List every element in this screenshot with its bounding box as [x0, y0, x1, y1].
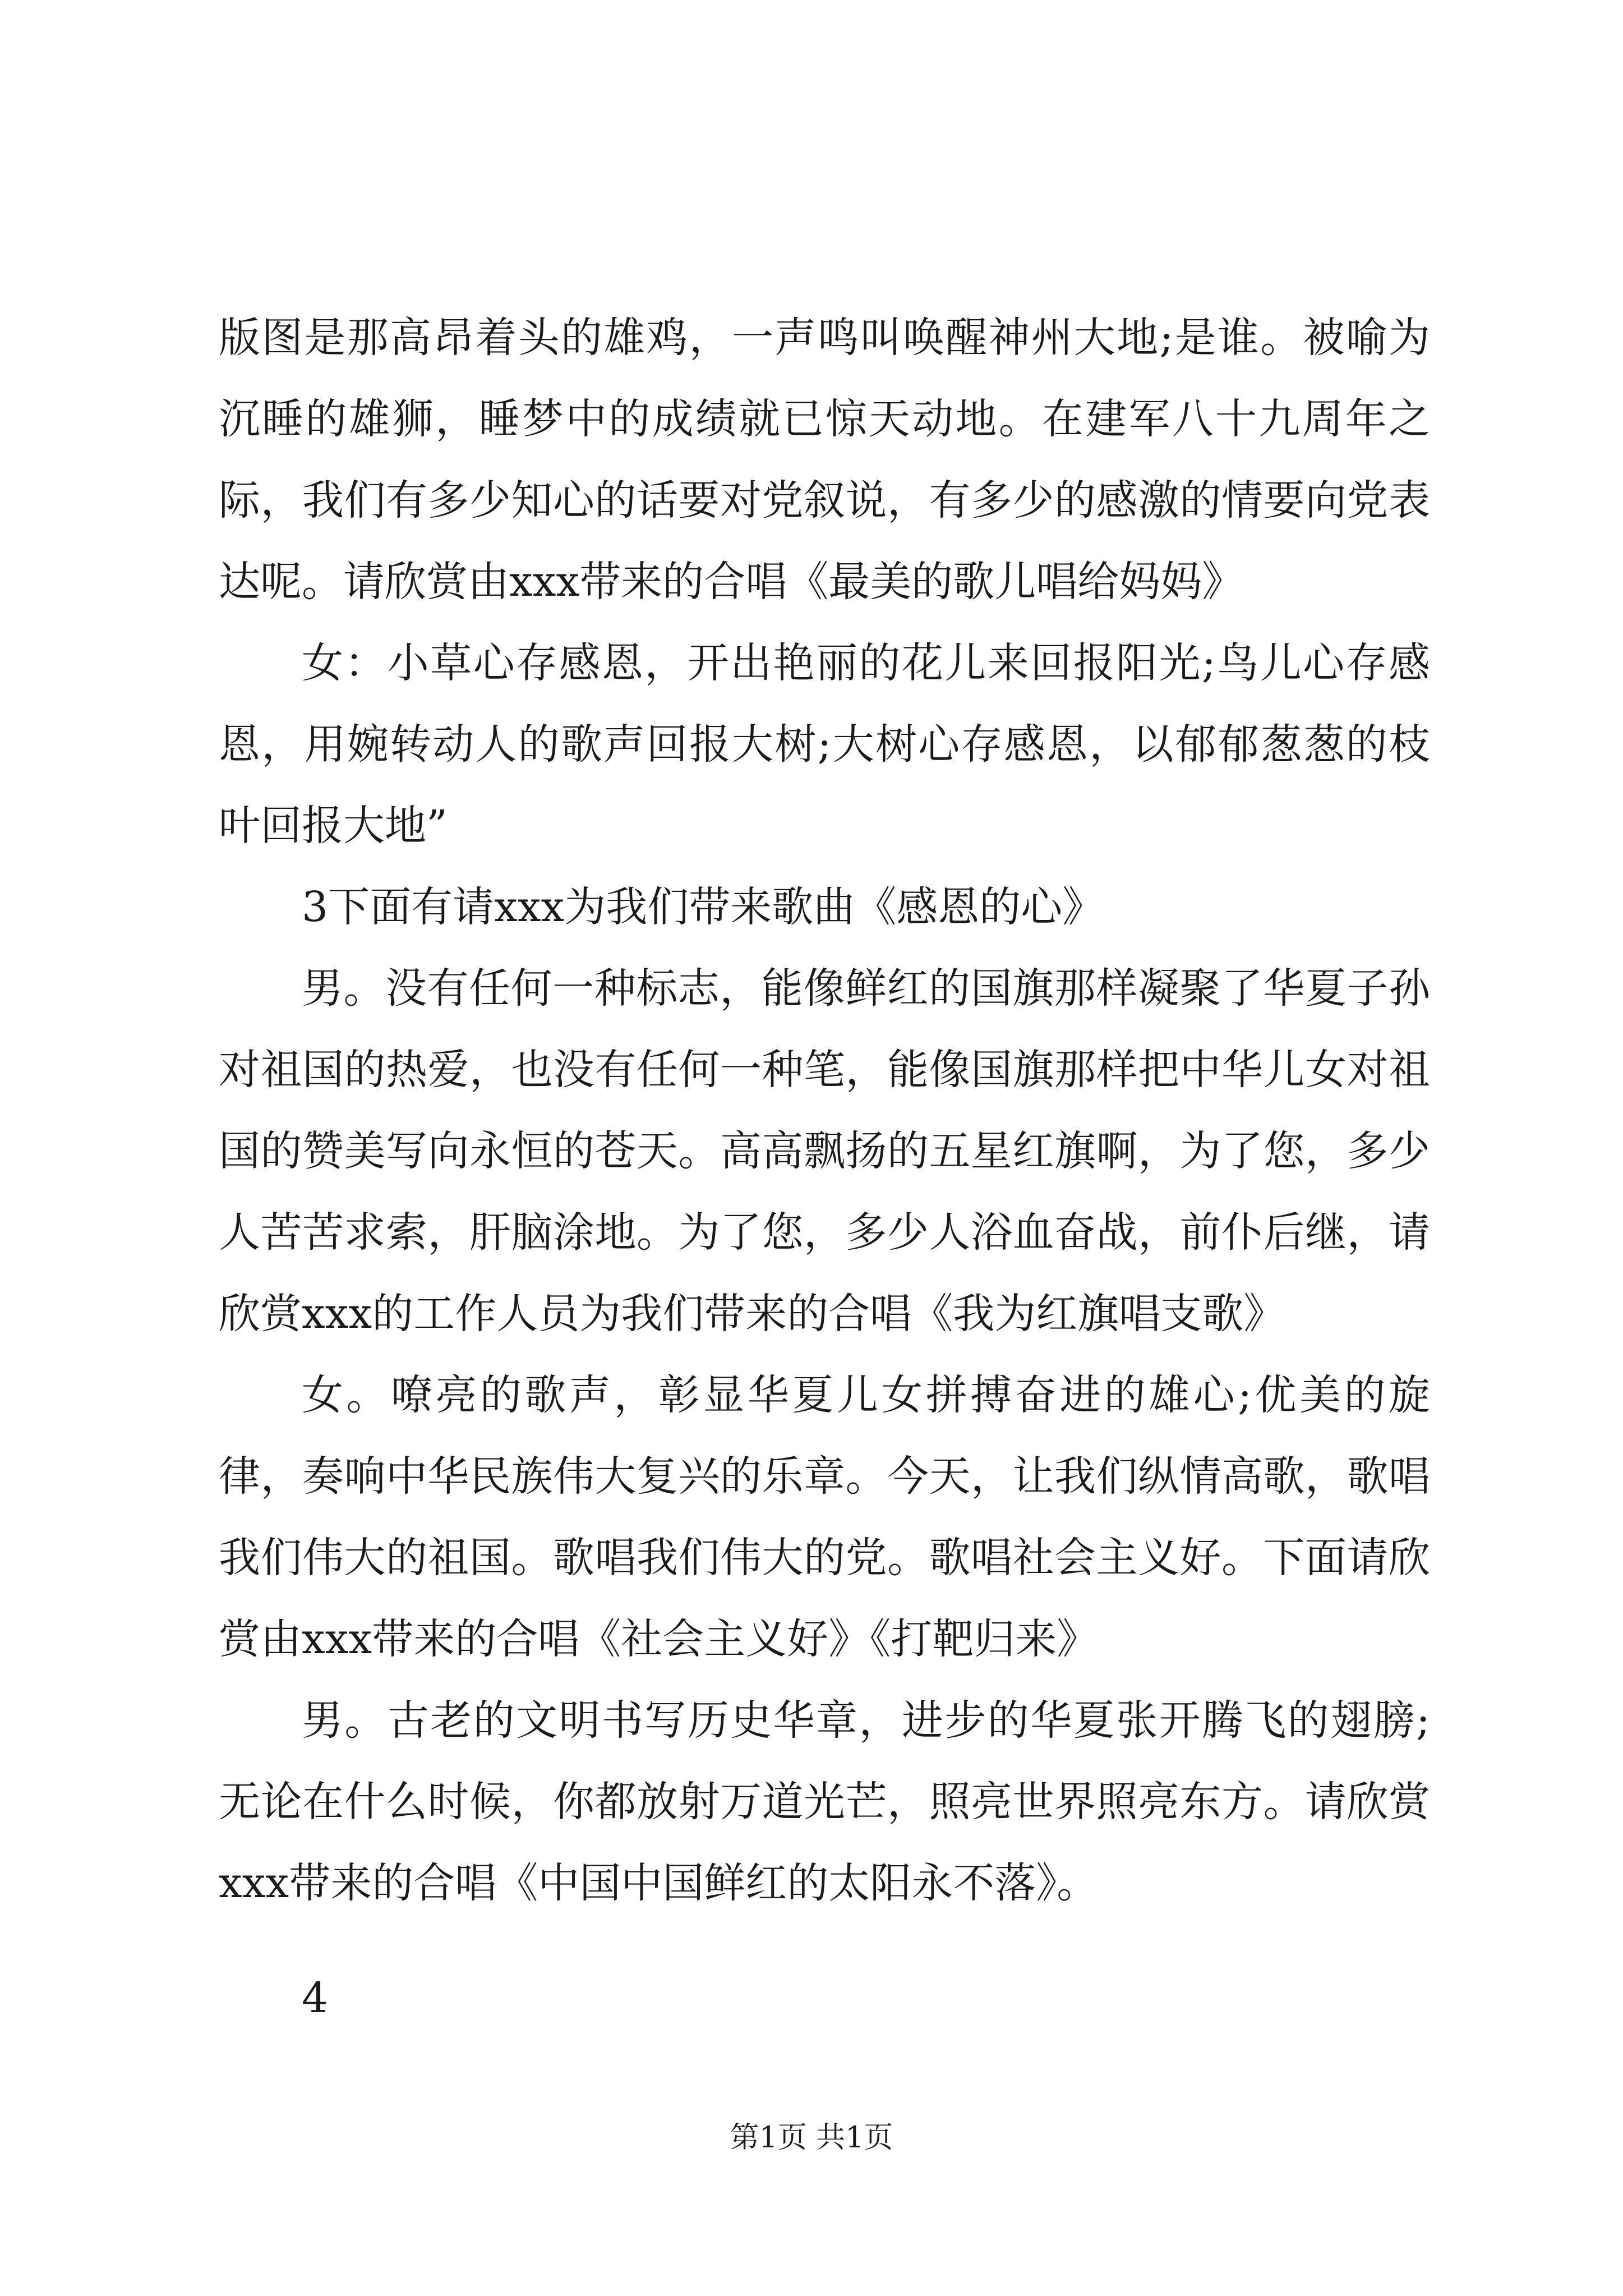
paragraph-6: 男。古老的文明书写历史华章，进步的华夏张开腾飞的翅膀;无论在什么时候，你都放射万道光芒，照亮世界照亮东方。请欣赏xxx带来的合唱《中国中国鲜红的太阳永不落》。	[219, 1696, 1430, 1907]
paragraph-3: 3下面有请xxx为我们带来歌曲《感恩的心》	[302, 883, 1104, 931]
page-footer: 第1页 共1页	[730, 2121, 893, 2155]
paragraph-2: 女：小草心存感恩，开出艳丽的花儿来回报阳光;鸟儿心存感恩，用婉转动人的歌声回报大树;大树心存感恩，以郁郁葱葱的枝叶回报大地”	[219, 639, 1430, 850]
paragraph-5: 女。嘹亮的歌声，彰显华夏儿女拼搏奋进的雄心;优美的旋律，奏响中华民族伟大复兴的乐章。今天，让我们纵情高歌，歌唱我们伟大的祖国。歌唱我们伟大的党。歌唱社会主义好。下面请欣赏由xxx带来的合唱《社会主义好》《打靶归来》	[219, 1371, 1430, 1663]
paragraph-1: 版图是那高昂着头的雄鸡，一声鸣叫唤醒神州大地;是谁。被喻为沉睡的雄狮，睡梦中的成绩就已惊天动地。在建军八十九周年之际，我们有多少知心的话要对党叙说，有多少的感激的情要向党表达呢。请欣赏由xxx带来的合唱《最美的歌儿唱给妈妈》	[219, 314, 1430, 606]
paragraph-4: 男。没有任何一种标志，能像鲜红的国旗那样凝聚了华夏子孙对祖国的热爱，也没有任何一种笔，能像国旗那样把中华儿女对祖国的赞美写向永恒的苍天。高高飘扬的五星红旗啊，为了您，多少人苦苦求索，肝脑涂地。为了您，多少人浴血奋战，前仆后继，请欣赏xxx的工作人员为我们带来的合唱《我为红旗唱支歌》	[219, 964, 1430, 1338]
paragraph-7: 4	[302, 1974, 329, 2022]
document-body	[219, 297, 1430, 2039]
